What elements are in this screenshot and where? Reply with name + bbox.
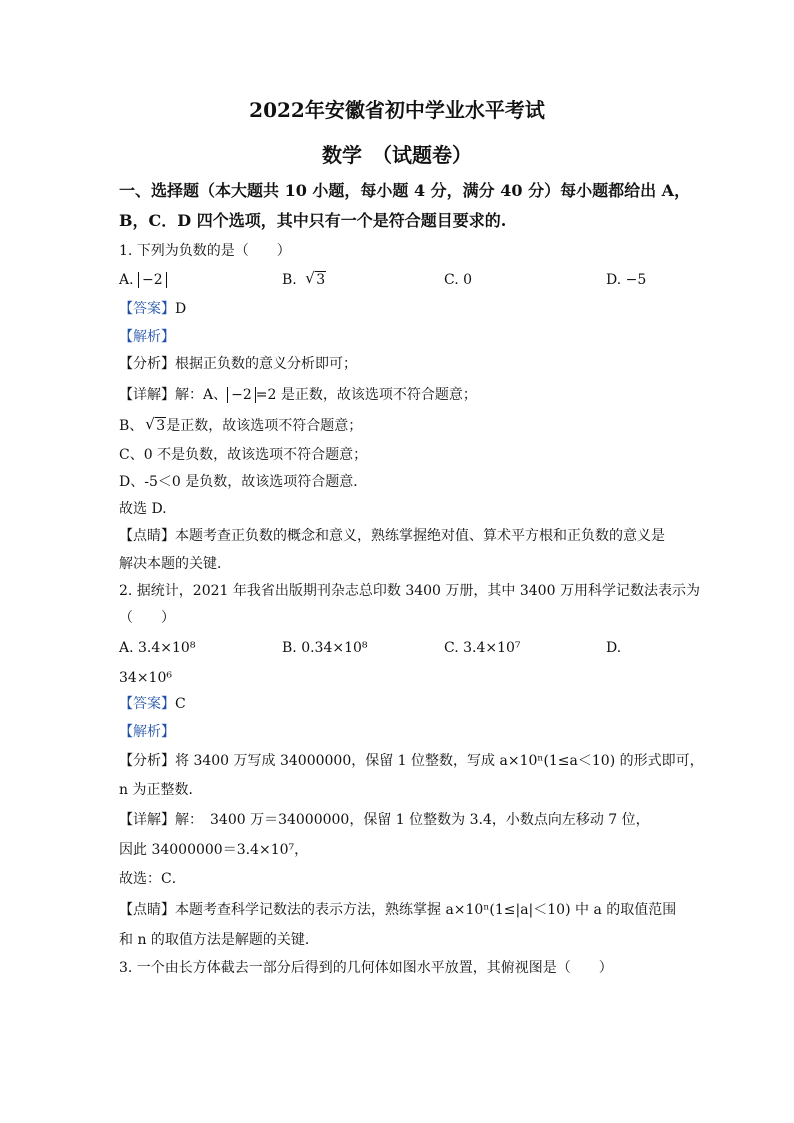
q1-option-a-value: −2: [138, 272, 167, 288]
q3-stem: 3. 一个由长方体截去一部分后得到的几何体如图水平放置，其俯视图是（ ）: [119, 960, 613, 976]
q1-detail-d: D、-5＜0 是负数，故该选项符合题意．: [119, 474, 368, 490]
q2-comment-line2: 和 n 的取值方法是解题的关键．: [119, 932, 319, 948]
detail-a-abs: −2: [227, 387, 256, 403]
fenxi-text: 将 3400 万写成 34000000，保留 1 位整数，写成 a×10ⁿ(1≤a＜10) 的形式即可，: [175, 753, 704, 769]
answer-tag: 【答案】: [119, 696, 175, 712]
q1-option-c: C. 0: [444, 272, 473, 288]
fenxi-tag: 【分析】: [119, 356, 175, 372]
q2-stem-line1: 2. 据统计，2021 年我省出版期刊杂志总印数 3400 万册，其中 3400 万用科学记数法表示为: [119, 583, 700, 599]
q2-fenxi-line1: [119, 751, 704, 771]
exam-title: 2022年安徽省初中学业水平考试: [249, 98, 545, 122]
q1-comment-line2: 解决本题的关键．: [119, 556, 231, 572]
comment-text: 本题考查正负数的概念和意义，熟练掌握绝对值、算术平方根和正负数的意义是: [175, 528, 665, 544]
q2-choose: 故选：C．: [119, 871, 186, 887]
q1-comment-line1: [119, 526, 665, 546]
detail-text: 解： 3400 万＝34000000，保留 1 位整数为 3.4，小数点向左移动 7 位，: [175, 812, 650, 828]
q1-fenxi: [119, 354, 357, 374]
q1-detail-a: [119, 385, 477, 405]
q1-option-b-value: 3: [316, 272, 326, 288]
comment-tag: 【点睛】: [119, 902, 175, 918]
q2-option-d: D.: [606, 640, 622, 656]
q1-analysis-tag: [119, 327, 175, 347]
q2-option-d-value: 34×10⁶: [119, 670, 172, 686]
exam-subtitle: 数学 （试题卷）: [322, 143, 472, 167]
q1-detail-c: C、0 不是负数，故该选项不符合题意；: [119, 447, 368, 463]
detail-a-suffix: =2 是正数，故该选项不符合题意；: [255, 387, 477, 403]
q1-option-d: D. −5: [606, 272, 647, 288]
comment-tag: 【点睛】: [119, 528, 175, 544]
q1-detail-b: [119, 416, 362, 436]
q2-option-a: A. 3.4×10⁸: [119, 640, 196, 656]
answer-value: D: [175, 301, 187, 317]
fenxi-tag: 【分析】: [119, 753, 175, 769]
q1-option-a-label: A.: [119, 272, 134, 288]
q1-option-a: [119, 270, 167, 290]
detail-b-suffix: 是正数，故该选项不符合题意；: [166, 418, 363, 434]
q2-detail-line2: 因此 34000000＝3.4×10⁷，: [119, 842, 309, 858]
answer-tag: 【答案】: [119, 301, 175, 317]
q2-option-c: C. 3.4×10⁷: [444, 640, 521, 656]
q1-option-b-label: B.: [282, 272, 297, 288]
section-heading-line2: B，C．D 四个选项，其中只有一个是符合题目要求的.: [119, 211, 507, 230]
q2-comment-line1: [119, 900, 676, 920]
detail-tag: 【详解】: [119, 387, 175, 403]
detail-a-prefix: 解：A、: [175, 387, 228, 403]
q2-stem-line2: （ ）: [119, 610, 175, 626]
q2-option-b: B. 0.34×10⁸: [282, 640, 368, 656]
analysis-tag: 【解析】: [119, 329, 175, 345]
q2-detail-line1: [119, 810, 650, 830]
q1-stem: 1. 下列为负数的是（ ）: [119, 243, 291, 259]
q2-answer: [119, 694, 186, 714]
comment-text: 本题考查科学记数法的表示方法，熟练掌握 a×10ⁿ(1≤|a|＜10) 中 a 的取值范围: [175, 902, 677, 918]
section-heading-line1: 一、选择题（本大题共 10 小题，每小题 4 分，满分 40 分）每小题都给出 A，: [119, 181, 691, 200]
detail-b-rad: 3: [156, 418, 166, 434]
q2-analysis-tag: [119, 722, 175, 742]
fenxi-text: 根据正负数的意义分析即可；: [175, 356, 357, 372]
q1-choose: 故选 D.: [119, 501, 167, 517]
detail-b-prefix: B、: [119, 418, 144, 434]
answer-value: C: [175, 696, 186, 712]
analysis-tag: 【解析】: [119, 724, 175, 740]
q2-fenxi-line2: n 为正整数．: [119, 782, 203, 798]
q1-answer: [119, 299, 186, 319]
q1-option-b: [282, 270, 326, 290]
detail-tag: 【详解】: [119, 812, 175, 828]
